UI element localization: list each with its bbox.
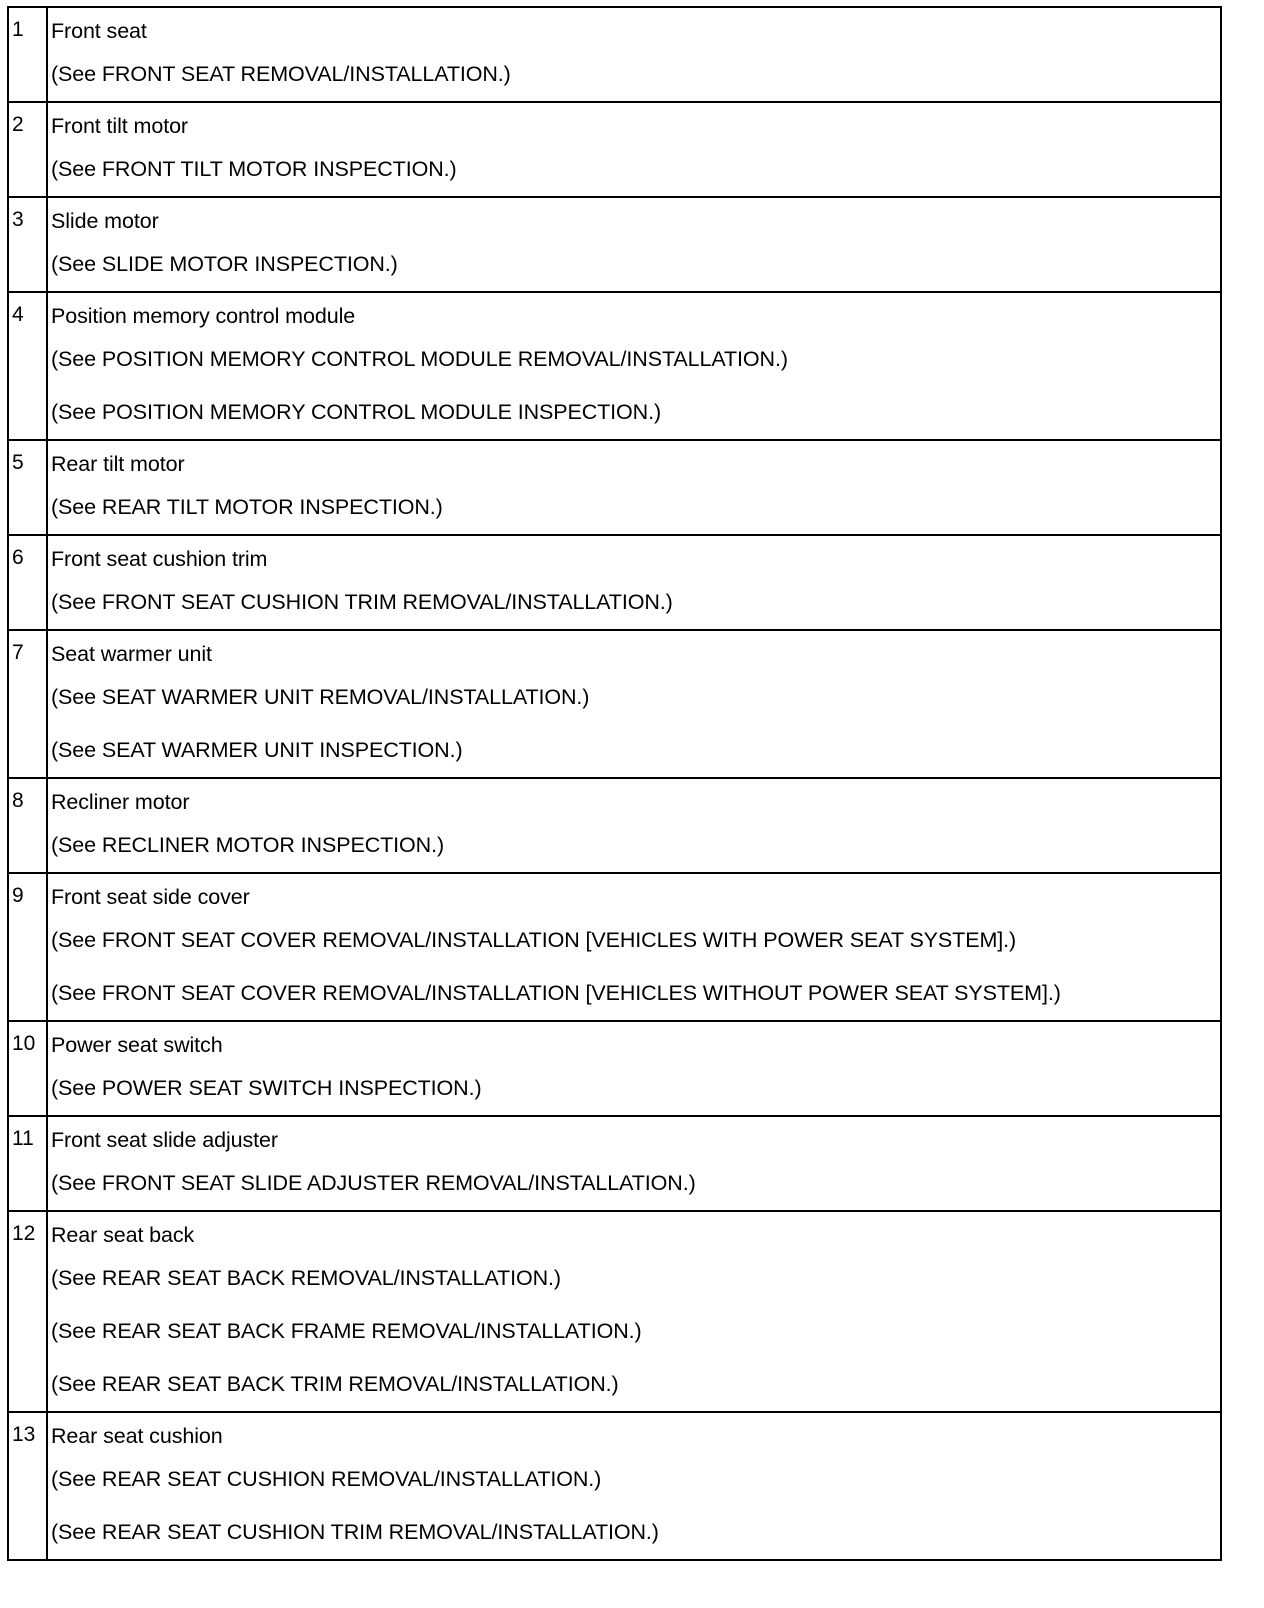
row-description-cell <box>47 292 1221 440</box>
row-description-cell <box>47 1116 1221 1211</box>
row-number: 9 <box>12 884 24 907</box>
row-number: 2 <box>12 113 24 136</box>
procedure-reference-link[interactable]: (See REAR SEAT BACK FRAME REMOVAL/INSTALLATION.) <box>51 1319 642 1343</box>
row-number: 13 <box>12 1423 36 1446</box>
procedure-reference-link[interactable]: (See FRONT SEAT SLIDE ADJUSTER REMOVAL/INSTALLATION.) <box>51 1171 696 1195</box>
row-number-cell <box>8 630 47 778</box>
part-name: Rear seat cushion <box>51 1424 223 1448</box>
procedure-reference-link[interactable]: (See REAR SEAT CUSHION REMOVAL/INSTALLATION.) <box>51 1467 602 1491</box>
part-name: Front seat side cover <box>51 885 250 909</box>
procedure-reference-link[interactable]: (See REAR TILT MOTOR INSPECTION.) <box>51 495 443 519</box>
table-row <box>8 102 1221 197</box>
part-name: Power seat switch <box>51 1033 223 1057</box>
row-description-cell <box>47 1211 1221 1412</box>
table-row <box>8 7 1221 102</box>
procedure-reference-link[interactable]: (See POSITION MEMORY CONTROL MODULE INSPECTION.) <box>51 400 662 424</box>
part-name: Front seat cushion trim <box>51 547 268 571</box>
table-row <box>8 873 1221 1021</box>
parts-table <box>7 6 1222 1561</box>
procedure-reference-link[interactable]: (See FRONT SEAT COVER REMOVAL/INSTALLATION [VEHICLES WITH POWER SEAT SYSTEM].) <box>51 928 1017 952</box>
row-description-cell <box>47 535 1221 630</box>
row-description-cell <box>47 630 1221 778</box>
row-description-cell <box>47 197 1221 292</box>
procedure-reference-link[interactable]: (See POSITION MEMORY CONTROL MODULE REMOVAL/INSTALLATION.) <box>51 347 788 371</box>
row-description-cell <box>47 440 1221 535</box>
table-row <box>8 778 1221 873</box>
part-name: Rear seat back <box>51 1223 195 1247</box>
row-number: 11 <box>12 1127 34 1150</box>
row-number: 1 <box>12 18 24 41</box>
row-number-cell <box>8 535 47 630</box>
table-row <box>8 630 1221 778</box>
part-name: Front seat <box>51 19 147 43</box>
row-number: 8 <box>12 789 24 812</box>
row-number: 10 <box>12 1032 36 1055</box>
row-number-cell <box>8 292 47 440</box>
table-row <box>8 1021 1221 1116</box>
procedure-reference-link[interactable]: (See RECLINER MOTOR INSPECTION.) <box>51 833 445 857</box>
procedure-reference-link[interactable]: (See FRONT SEAT REMOVAL/INSTALLATION.) <box>51 62 511 86</box>
table-row <box>8 1211 1221 1412</box>
procedure-reference-link[interactable]: (See REAR SEAT BACK TRIM REMOVAL/INSTALLATION.) <box>51 1372 619 1396</box>
row-number: 12 <box>12 1222 36 1245</box>
row-number-cell <box>8 1021 47 1116</box>
part-name: Rear tilt motor <box>51 452 185 476</box>
part-name: Recliner motor <box>51 790 190 814</box>
part-name: Front seat slide adjuster <box>51 1128 278 1152</box>
procedure-reference-link[interactable]: (See REAR SEAT BACK REMOVAL/INSTALLATION.) <box>51 1266 561 1290</box>
table-row <box>8 440 1221 535</box>
row-number: 5 <box>12 451 24 474</box>
row-description-cell <box>47 778 1221 873</box>
row-number-cell <box>8 1211 47 1412</box>
table-row <box>8 535 1221 630</box>
row-number-cell <box>8 1412 47 1560</box>
procedure-reference-link[interactable]: (See FRONT TILT MOTOR INSPECTION.) <box>51 157 457 181</box>
table-row <box>8 1116 1221 1211</box>
row-description-cell <box>47 1412 1221 1560</box>
row-number-cell <box>8 873 47 1021</box>
part-name: Seat warmer unit <box>51 642 212 666</box>
table-row <box>8 292 1221 440</box>
row-number: 3 <box>12 208 24 231</box>
parts-table-body <box>8 7 1221 1560</box>
part-name: Front tilt motor <box>51 114 188 138</box>
row-description-cell <box>47 102 1221 197</box>
procedure-reference-link[interactable]: (See FRONT SEAT CUSHION TRIM REMOVAL/INSTALLATION.) <box>51 590 673 614</box>
row-description-cell <box>47 7 1221 102</box>
table-row <box>8 197 1221 292</box>
procedure-reference-link[interactable]: (See FRONT SEAT COVER REMOVAL/INSTALLATION [VEHICLES WITHOUT POWER SEAT SYSTEM].) <box>51 981 1061 1005</box>
part-name: Slide motor <box>51 209 159 233</box>
row-number-cell <box>8 1116 47 1211</box>
procedure-reference-link[interactable]: (See REAR SEAT CUSHION TRIM REMOVAL/INSTALLATION.) <box>51 1520 659 1544</box>
row-description-cell <box>47 1021 1221 1116</box>
row-number-cell <box>8 440 47 535</box>
row-number: 4 <box>12 303 24 326</box>
part-name: Position memory control module <box>51 304 356 328</box>
row-number-cell <box>8 778 47 873</box>
row-number: 6 <box>12 546 24 569</box>
row-number-cell <box>8 197 47 292</box>
row-number: 7 <box>12 641 24 664</box>
row-number-cell <box>8 102 47 197</box>
procedure-reference-link[interactable]: (See SEAT WARMER UNIT INSPECTION.) <box>51 738 463 762</box>
procedure-reference-link[interactable]: (See POWER SEAT SWITCH INSPECTION.) <box>51 1076 482 1100</box>
row-number-cell <box>8 7 47 102</box>
table-row <box>8 1412 1221 1560</box>
procedure-reference-link[interactable]: (See SEAT WARMER UNIT REMOVAL/INSTALLATION.) <box>51 685 590 709</box>
procedure-reference-link[interactable]: (See SLIDE MOTOR INSPECTION.) <box>51 252 398 276</box>
row-description-cell <box>47 873 1221 1021</box>
